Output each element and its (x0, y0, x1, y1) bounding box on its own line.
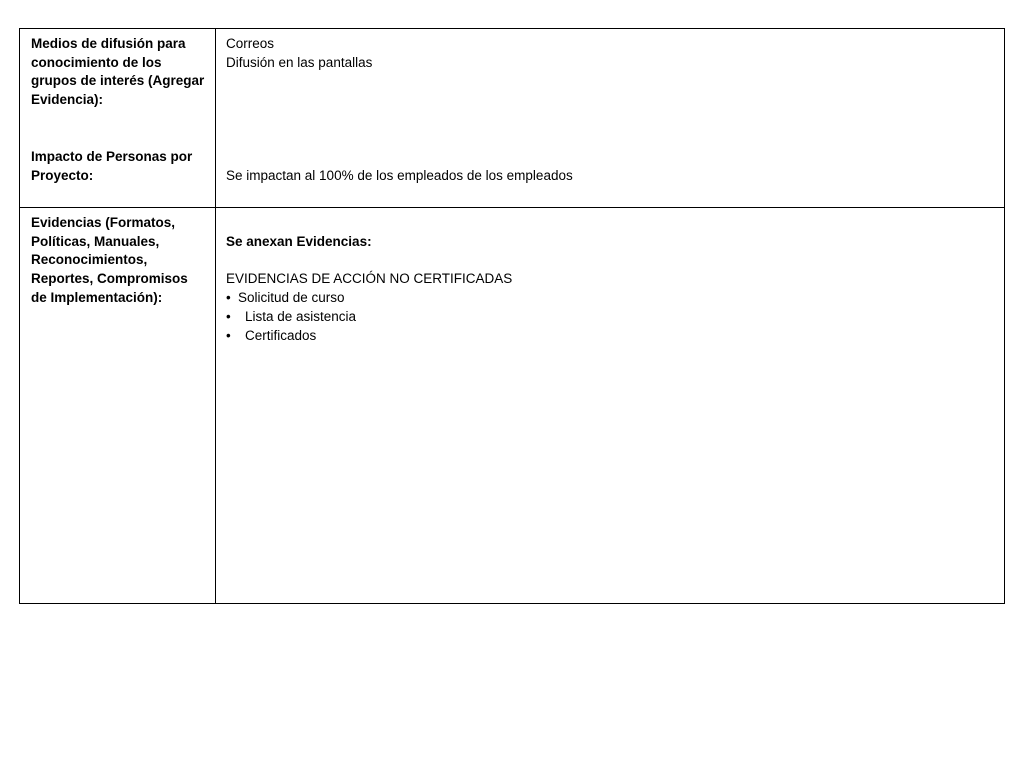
label-diffusion-line-4: Evidencia): (31, 92, 104, 108)
label-evidence-line-5: de Implementación): (31, 289, 163, 305)
diffusion-item: Difusión en las pantallas (226, 54, 373, 70)
list-item-text: Solicitud de curso (238, 290, 345, 306)
bullet-icon: • (226, 308, 231, 324)
list-item (226, 289, 994, 308)
bullet-icon: • (226, 290, 231, 306)
impact-text: Se impactan al 100% de los empleados de los empleados (226, 168, 573, 183)
label-impact (31, 148, 211, 185)
label-evidence-line-1: Evidencias (Formatos, (31, 215, 176, 230)
value-impact (226, 167, 994, 186)
evidence-list (226, 289, 994, 345)
bullet-icon: • (226, 327, 231, 343)
label-diffusion-line-3: grupos de interés (Agregar (31, 73, 205, 89)
list-item (226, 327, 994, 346)
label-evidence-line-4: Reportes, Compromisos (31, 271, 188, 287)
spacer (226, 252, 994, 271)
table-row-evidence (20, 208, 1004, 603)
diffusion-item: Correos (226, 36, 275, 51)
label-diffusion-media (31, 35, 211, 110)
evidence-subheading: EVIDENCIAS DE ACCIÓN NO CERTIFICADAS (226, 271, 513, 287)
value-evidence (226, 233, 994, 345)
evidence-heading: Se anexan Evidencias: (226, 234, 372, 249)
label-diffusion-line-1: Medios de difusión para (31, 36, 186, 51)
table-row-diffusion-impact (20, 29, 1004, 208)
label-impact-line-1: Impacto de Personas por (31, 149, 193, 164)
list-item-text: Certificados (245, 327, 317, 343)
list-item (226, 308, 994, 327)
label-diffusion-line-2: conocimiento de los (31, 54, 162, 70)
value-diffusion-media (226, 35, 994, 72)
list-item-text: Lista de asistencia (245, 308, 357, 324)
label-evidence (31, 214, 211, 308)
label-impact-line-2: Proyecto: (31, 167, 94, 183)
label-evidence-line-2: Políticas, Manuales, (31, 233, 160, 249)
label-evidence-line-3: Reconocimientos, (31, 252, 148, 268)
evidence-table (19, 28, 1005, 604)
